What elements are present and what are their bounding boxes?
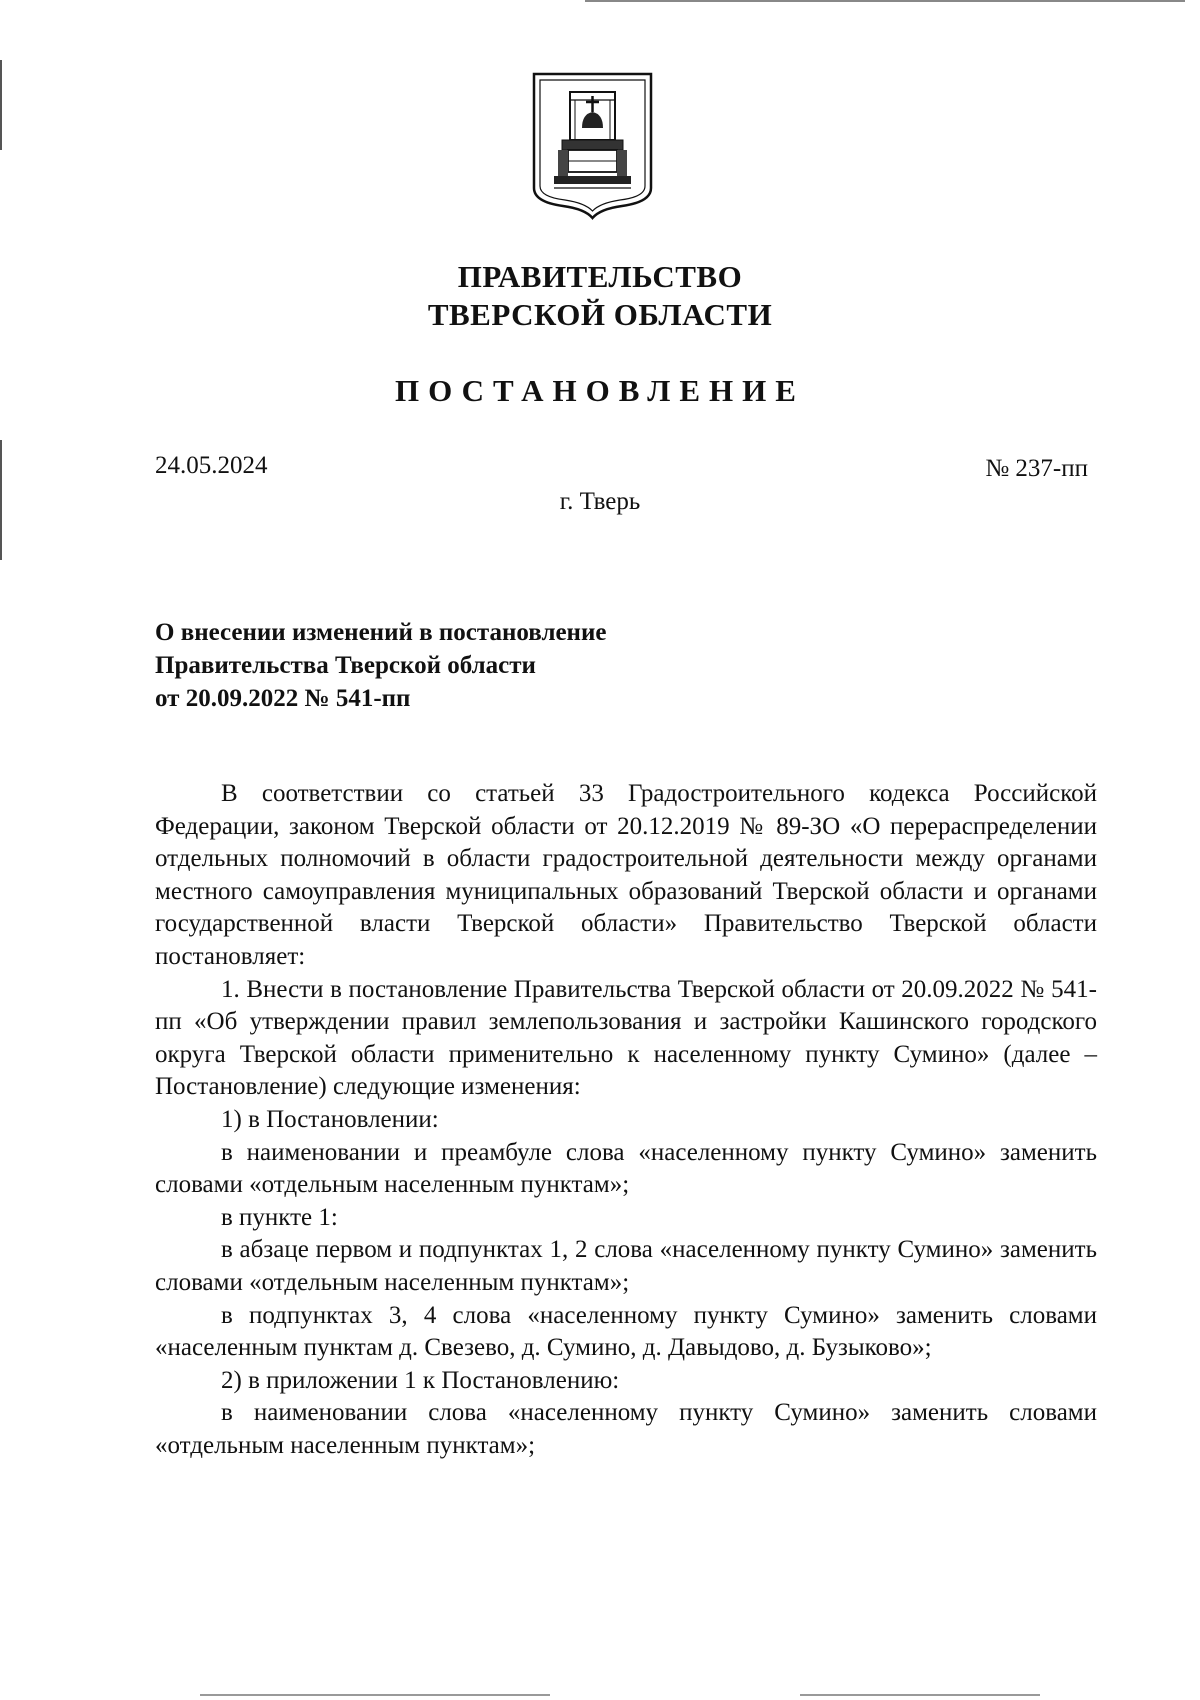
scan-mark bbox=[0, 60, 2, 150]
body-paragraph: 1) в Постановлении: bbox=[221, 1105, 439, 1133]
scan-mark bbox=[585, 0, 1185, 2]
document-title bbox=[155, 616, 855, 715]
document-city: г. Тверь bbox=[559, 488, 641, 515]
document-type: ПОСТАНОВЛЕНИЕ bbox=[395, 373, 805, 408]
body-paragraph: в наименовании слова «населенному пункту Сумино» заменить словами «отдельным населенным пунктам»; bbox=[155, 1399, 1097, 1459]
organization-name-line1: ПРАВИТЕЛЬСТВО bbox=[457, 259, 743, 294]
body-paragraph: в подпунктах 3, 4 слова «населенному пункту Сумино» заменить словами «населенным пунктам д. Свезево, д. Сумино, д. Давыдово, д. Бузыково»; bbox=[155, 1301, 1097, 1362]
title-line: О внесении изменений в постановление bbox=[155, 619, 607, 646]
document-number: № 237-пп bbox=[985, 455, 1088, 482]
document-date: 24.05.2024 bbox=[155, 452, 268, 479]
title-line: Правительства Тверской области bbox=[155, 652, 536, 679]
body-paragraph: в наименовании и преамбуле слова «населенному пункту Сумино» заменить словами «отдельным населенным пунктам»; bbox=[155, 1138, 1097, 1199]
body-paragraph: 1. Внести в постановление Правительства Тверской области от 20.09.2022 № 541-пп «Об утверждении правил землепользования и застройки Кашинского городского округа Тверской области применительно к населенному пункту Сумино» (далее – Постановление) следующие изменения: bbox=[155, 975, 1097, 1101]
coat-of-arms-icon bbox=[530, 70, 655, 220]
scan-mark bbox=[200, 1694, 550, 1696]
organization-name-line2: ТВЕРСКОЙ ОБЛАСТИ bbox=[427, 297, 773, 332]
body-paragraph: в пункте 1: bbox=[221, 1203, 338, 1231]
document-body bbox=[155, 778, 1097, 1462]
body-paragraph: 2) в приложении 1 к Постановлению: bbox=[221, 1366, 620, 1394]
scan-mark bbox=[800, 1694, 1040, 1696]
body-paragraph: В соответствии со статьей 33 Градостроительного кодекса Российской Федерации, законом Тверской области от 20.12.2019 № 89-ЗО «О перераспределении отдельных полномочий в области градостроительной деятельности между органами местного самоуправления муниципальных образований Тверской области и органами государственной власти Тверской области» Правительство Тверской области постановляет: bbox=[155, 780, 1097, 970]
title-line: от 20.09.2022 № 541-пп bbox=[155, 685, 411, 712]
body-paragraph: в абзаце первом и подпунктах 1, 2 слова «населенному пункту Сумино» заменить словами «отдельным населенным пунктам»; bbox=[155, 1236, 1097, 1296]
